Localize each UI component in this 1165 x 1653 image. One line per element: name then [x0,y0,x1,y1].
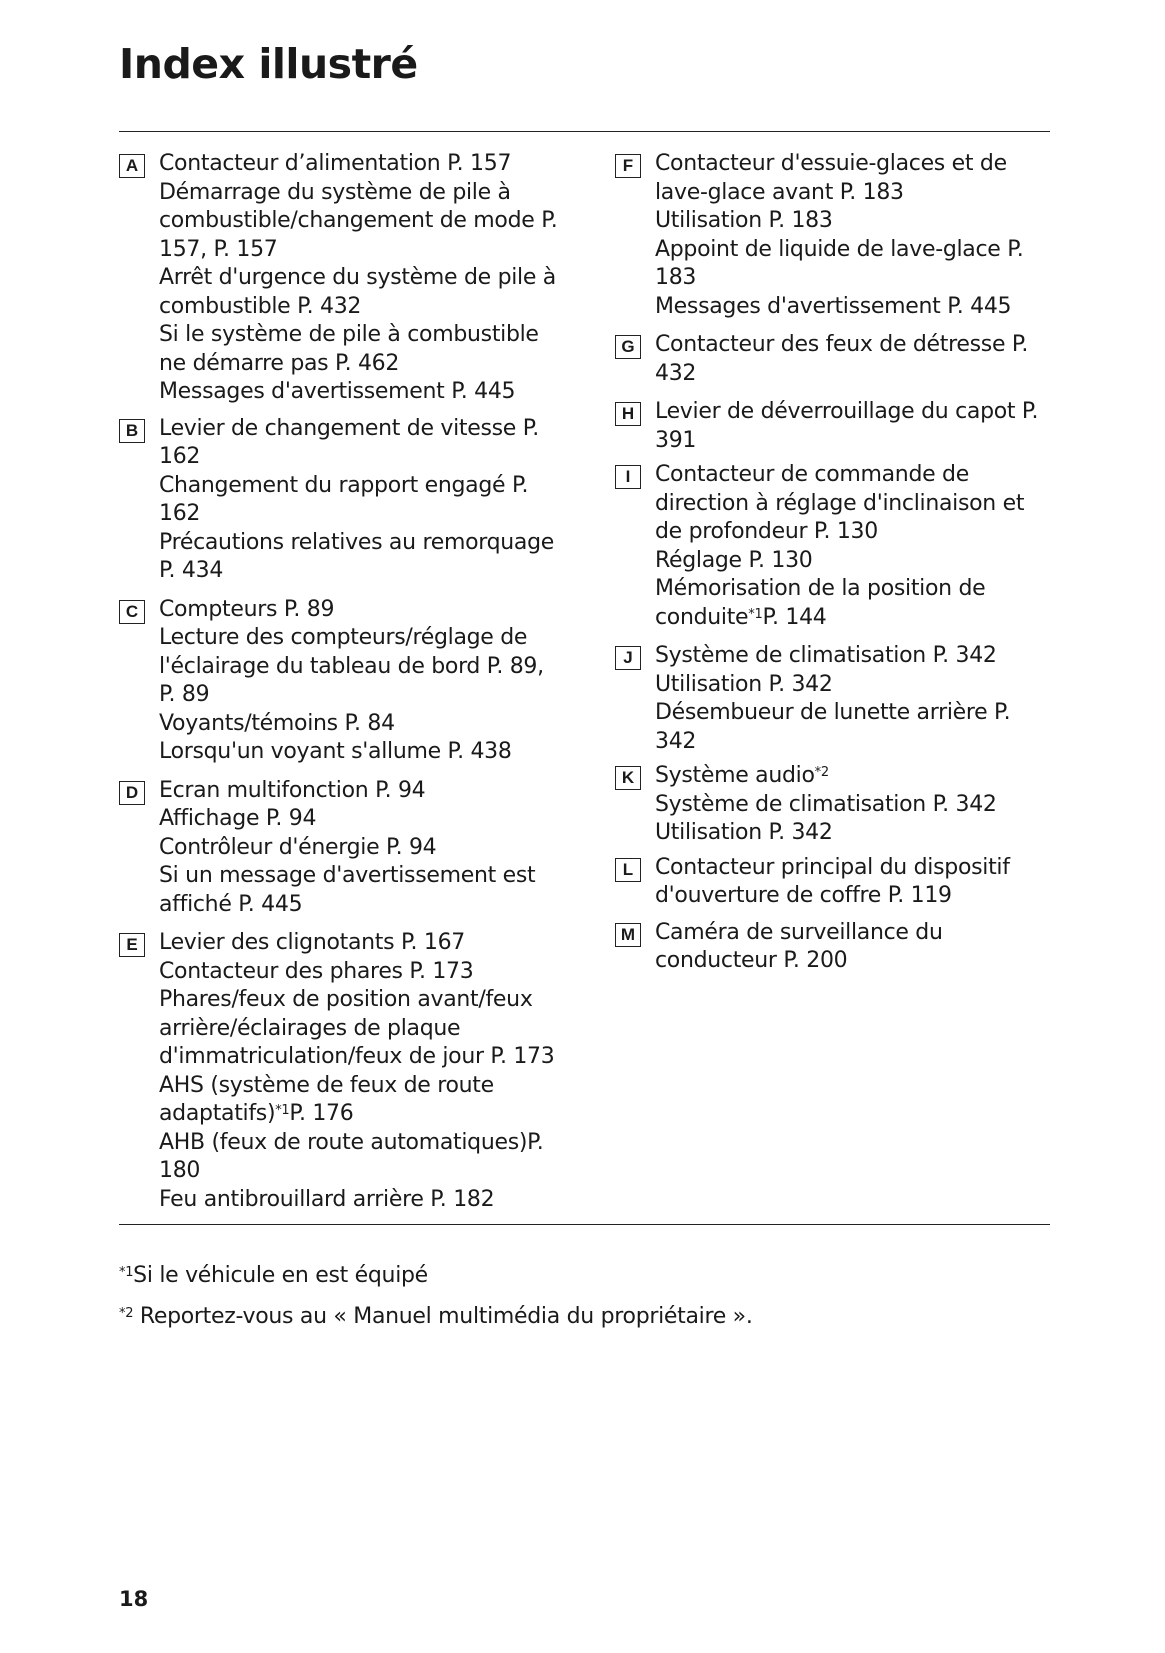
entry-main: Caméra de surveillance du conducteur P. 200 [655,919,943,973]
letter-badge: M [615,923,641,947]
entry-sub: Feu antibrouillard arrière P. 182 [159,1186,495,1212]
letter-badge: J [615,646,641,670]
letter-badge: K [615,766,641,790]
index-entry-b [119,415,559,586]
entry-sub: Mémorisation de la position de conduite$^{*1}$P. 144 [655,576,986,630]
entry-main: Compteurs P. 89 [159,596,335,622]
letter-badge: F [615,154,641,178]
entry-sub: Changement du rapport engagé P. 162 [159,472,529,526]
index-entry-k [615,762,1055,848]
entry-main: Ecran multifonction P. 94 [159,777,426,803]
entry-main: Système audio$^{*2}$ [655,763,829,788]
entry-sub: Réglage P. 130 [655,547,813,573]
footnotes [119,1262,753,1331]
entry-sub: Si le système de pile à combustible ne démarre pas P. 462 [159,322,539,376]
letter-badge: E [119,933,145,957]
entry-sub: Phares/feux de position avant/feux arrière/éclairages de plaque d'immatriculation/feux de jour P. 173 [159,987,555,1069]
letter-badge: I [615,465,641,489]
index-entry-g [615,331,1055,388]
entry-sub: Affichage P. 94 [159,806,317,831]
entry-sub: Voyants/témoins P. 84 [159,710,395,736]
letter-badge: D [119,781,145,805]
index-entry-m [615,919,1055,976]
entry-main: Contacteur d'essuie-glaces et de lave-glace avant P. 183 [655,151,1007,205]
index-entry-d [119,777,559,920]
entry-main: Levier de déverrouillage du capot P. 391 [655,399,1039,453]
letter-badge: B [119,419,145,443]
entry-sub: Lorsqu'un voyant s'allume P. 438 [159,739,512,764]
entry-sub: Arrêt d'urgence du système de pile à combustible P. 432 [159,265,556,319]
entry-sub: Désembueur de lunette arrière P. 342 [655,700,1011,754]
footnote-1: $^{*1}$Si le véhicule en est équipé [119,1263,428,1288]
entry-sub: Précautions relatives au remorquage P. 434 [159,529,554,583]
index-column-left [119,150,559,1214]
letter-badge: C [119,600,145,624]
entry-sub: Messages d'avertissement P. 445 [655,293,1012,319]
letter-badge: A [119,154,145,178]
page-title: Index illustré [119,40,418,88]
entry-main: Levier de changement de vitesse P. 162 [159,415,539,469]
entry-main: Contacteur principal du dispositif d'ouverture de coffre P. 119 [655,854,1010,908]
entry-sub: Système de climatisation P. 342 [655,791,997,817]
letter-badge: H [615,402,641,426]
entry-main: Contacteur d’alimentation P. 157 [159,151,512,176]
entry-sub: Contrôleur d'énergie P. 94 [159,834,437,860]
footnote-2: $^{*2}$ Reportez-vous au « Manuel multimédia du propriétaire ». [119,1304,753,1329]
index-entry-l [615,854,1055,911]
header-divider [119,131,1050,132]
entry-sub: Messages d'avertissement P. 445 [159,379,516,404]
index-column-right [615,150,1055,976]
entry-main: Levier des clignotants P. 167 [159,930,466,955]
index-entry-j [615,642,1055,756]
entry-sub: Contacteur des phares P. 173 [159,958,474,984]
entry-sub: Si un message d'avertissement est affiché P. 445 [159,863,536,917]
entry-sub: Lecture des compteurs/réglage de l'éclairage du tableau de bord P. 89, P. 89 [159,625,544,707]
entry-sub: Utilisation P. 342 [655,671,833,697]
letter-badge: L [615,858,641,882]
entry-sub: Démarrage du système de pile à combustible/changement de mode P. 157, P. 157 [159,179,558,262]
entry-main: Système de climatisation P. 342 [655,643,997,668]
entry-sub: Utilisation P. 342 [655,820,833,845]
index-entry-h [615,398,1055,455]
entry-sub: Appoint de liquide de lave-glace P. 183 [655,236,1024,290]
entry-sub: AHB (feux de route automatiques)P. 180 [159,1129,544,1183]
entry-sub: AHS (système de feux de route adaptatifs)$^{*1}$P. 176 [159,1072,494,1126]
page-number: 18 [119,1587,149,1611]
index-entry-a [119,150,559,407]
entry-main: Contacteur de commande de direction à réglage d'inclinaison et de profondeur P. 130 [655,462,1025,544]
letter-badge: G [615,335,641,359]
index-entry-c [119,596,559,767]
index-entry-i [615,461,1055,632]
index-entry-e [119,929,559,1214]
footer-divider [119,1224,1050,1225]
entry-sub: Utilisation P. 183 [655,208,833,233]
index-entry-f [615,150,1055,321]
entry-main: Contacteur des feux de détresse P. 432 [655,332,1029,386]
